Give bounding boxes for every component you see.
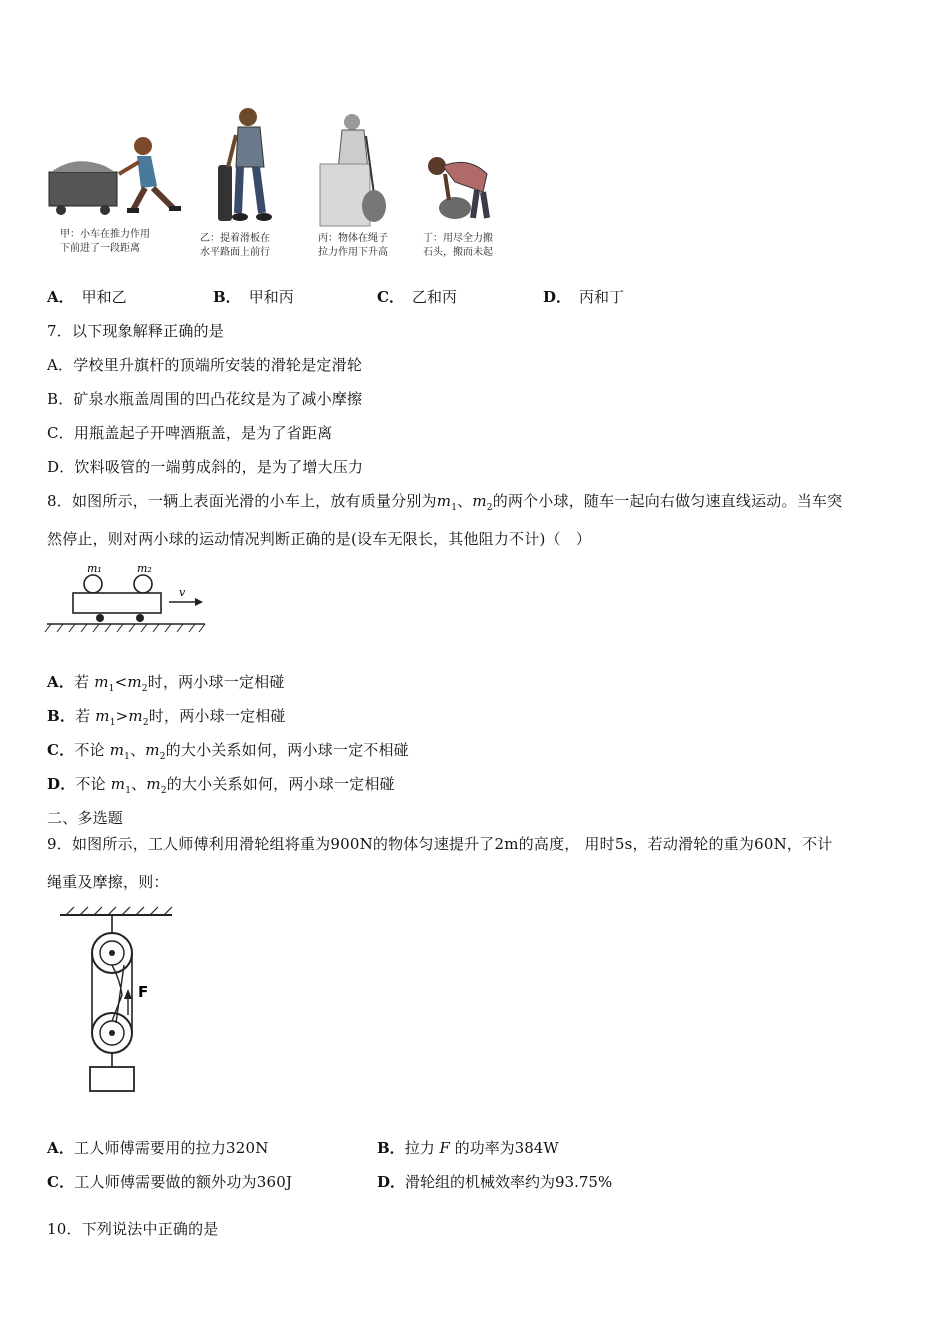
q8-option-d[interactable]: D．不论 $m_1$、$m_2$的大小关系如何，两小球一定相碰: [47, 775, 395, 796]
caption-jia: 甲：小车在推力作用 下前进了一段距离: [60, 229, 150, 254]
q8-stem-line1: 8．如图所示，一辆上表面光滑的小车上，放有质量分别为$m_1$、$m_2$的两个小球，随车一起向右做匀速直线运动。当车突: [47, 492, 843, 513]
q9-stem-line2: 绳重及摩擦，则：: [47, 873, 169, 891]
q9-option-a[interactable]: A．工人师傅需要用的拉力320N: [47, 1139, 269, 1157]
label-m2: m₂: [137, 562, 152, 575]
q6-option-c[interactable]: C． 乙和丙: [377, 288, 457, 306]
q6-option-d[interactable]: D． 丙和丁: [543, 288, 625, 306]
q10-stem: 10．下列说法中正确的是: [47, 1220, 219, 1238]
ball-m1: [84, 575, 102, 593]
q8-option-c[interactable]: C．不论 $m_1$、$m_2$的大小关系如何，两小球一定不相碰: [47, 741, 409, 762]
figure-ding-lift-stone: [425, 152, 500, 222]
caption-yi: 乙：提着滑板在 水平路面上前行: [200, 233, 270, 258]
q9-option-d[interactable]: D．滑轮组的机械效率约为93.75%: [377, 1173, 613, 1191]
ball-m2: [134, 575, 152, 593]
q6-option-b[interactable]: B． 甲和丙: [213, 288, 294, 306]
q7-option-b[interactable]: B．矿泉水瓶盖周围的凹凸花纹是为了减小摩擦: [47, 390, 363, 408]
q8-option-b[interactable]: B．若 $m_1>m_2$时，两小球一定相碰: [47, 707, 286, 728]
label-F: F: [138, 983, 149, 1001]
q7-option-d[interactable]: D．饮料吸管的一端剪成斜的，是为了增大压力: [47, 458, 364, 476]
cart-body: [73, 593, 161, 613]
section-heading-multi-choice: 二、多选题: [47, 809, 124, 827]
load-block: [90, 1067, 134, 1091]
q9-pulley-figure: [50, 905, 180, 1095]
q7-option-c[interactable]: C．用瓶盖起子开啤酒瓶盖，是为了省距离: [47, 424, 333, 442]
q8-option-a[interactable]: A．若 $m_1<m_2$时，两小球一定相碰: [47, 673, 285, 694]
caption-bing: 丙：物体在绳子 拉力作用下升高: [318, 233, 388, 258]
q8-stem-line2: 然停止，则对两小球的运动情况判断正确的是(设车无限长，其他阻力不计)（ ）: [47, 530, 592, 548]
q9-option-c[interactable]: C．工人师傅需要做的额外功为360J: [47, 1173, 293, 1191]
q6-option-a[interactable]: A． 甲和乙: [47, 288, 127, 306]
q9-stem-line1: 9．如图所示，工人师傅利用滑轮组将重为900N的物体匀速提升了2m的高度， 用时5s，若动滑轮的重为60N，不计: [47, 835, 833, 853]
q7-option-a[interactable]: A．学校里升旗杆的顶端所安装的滑轮是定滑轮: [47, 356, 363, 374]
figure-jia-push-cart: [45, 128, 190, 223]
q9-option-b[interactable]: B．拉力 F 的功率为384W: [377, 1139, 559, 1157]
label-m1: m₁: [87, 562, 102, 575]
q7-stem: 7．以下现象解释正确的是: [47, 322, 224, 340]
figure-bing-rope-lift: [318, 110, 398, 230]
figure-yi-carry-skateboard: [210, 105, 280, 225]
caption-ding: 丁：用尽全力搬 石头，搬而未起: [423, 233, 493, 258]
label-v: v: [179, 586, 186, 599]
q8-cart-figure: [45, 560, 210, 635]
